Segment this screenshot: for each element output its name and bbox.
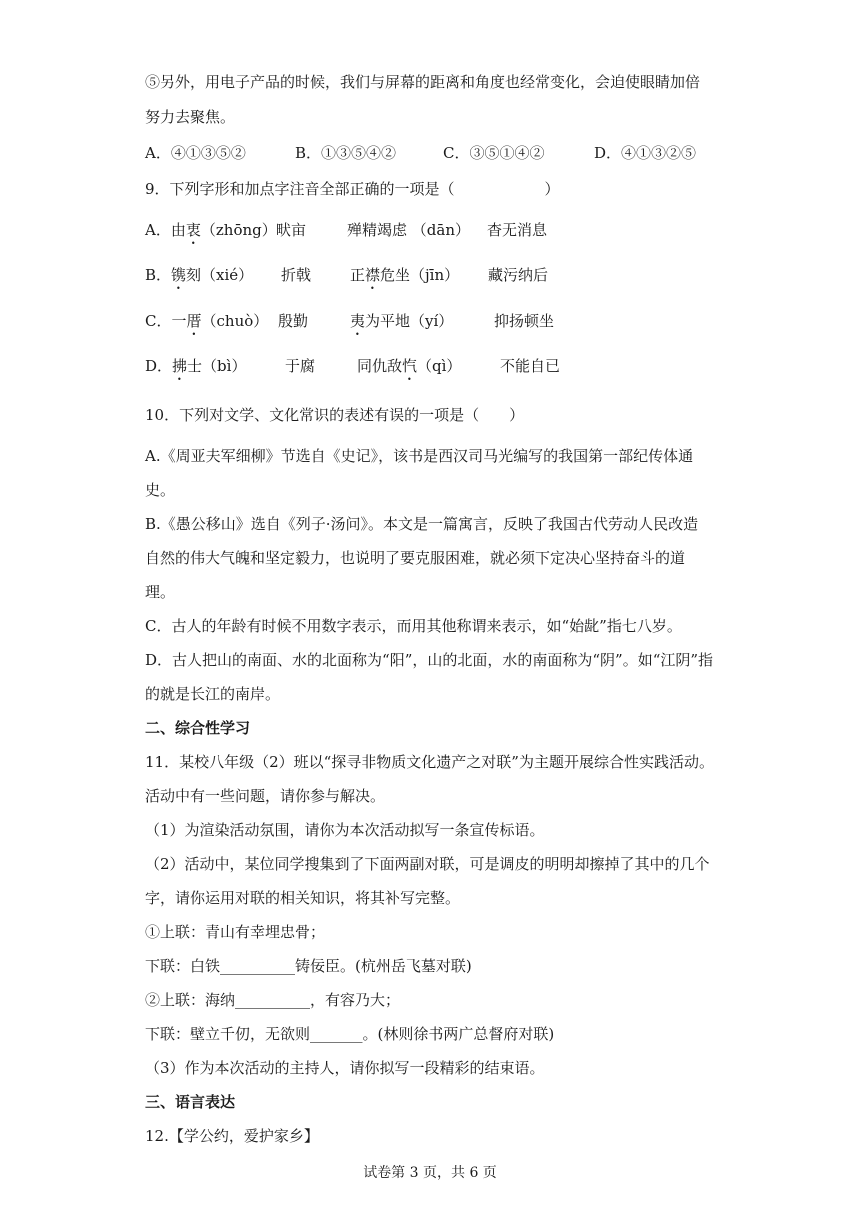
q8-option-c[interactable]: C．③⑤①④② [443,144,545,162]
q8-text-line2: 努力去聚焦。 [145,108,236,126]
q10-option-b-line2[interactable]: 自然的伟大气魄和坚定毅力，也说明了要克服困难，就必须下定决心坚持奋斗的道 [145,549,686,567]
couplet-2-upper[interactable]: ②上联：海纳__________，有容乃大； [145,991,401,1009]
section-heading-2: 二、综合性学习 [145,719,251,737]
q11-sub2-line2: 字，请你运用对联的相关知识，将其补写完整。 [145,889,461,907]
page-footer: 试卷第 3 页，共 6 页 [363,1165,497,1181]
option-word-3: 同仇敌忾（qì） [357,357,462,375]
q10-option-a-line1[interactable]: A.《周亚夫军细柳》节选自《史记》，该书是西汉司马光编写的我国第一部纪传体通 [145,447,694,465]
option-word-4: 不能自已 [500,357,561,375]
option-label: B．镌刻（xié） [145,266,254,284]
option-word-2: 折戟 [281,266,312,284]
q12-title: 12.【学公约，爱护家乡】 [145,1127,319,1145]
q11-text-line1: 11．某校八年级（2）班以“探寻非物质文化遗产之对联”为主题开展综合性实践活动。 [145,753,714,771]
q10-option-a-line2[interactable]: 史。 [145,481,176,499]
q10-option-d-line1[interactable]: D．古人把山的南面、水的北面称为“阳”，山的北面，水的南面称为“阴”。如“江阴”指 [145,651,714,669]
option-word-2: 于腐 [285,357,316,375]
q8-option-b[interactable]: B．①③⑤④② [295,144,397,162]
q11-sub2-line1: （2）活动中，某位同学搜集到了下面两副对联，可是调皮的明明却擦掉了其中的几个 [145,855,710,873]
option-word-2: 畎亩 [276,221,307,239]
section-heading-3: 三、语言表达 [145,1093,236,1111]
option-word-2: 殷勤 [278,312,309,330]
couplet-1-upper: ①上联：青山有幸埋忠骨； [145,923,326,941]
option-word-4: 藏污纳后 [488,266,549,284]
q10-option-b-line1[interactable]: B.《愚公移山》选自《列子·汤问》。本文是一篇寓言，反映了我国古代劳动人民改造 [145,515,699,533]
couplet-1-lower[interactable]: 下联：白铁__________铸佞臣。(杭州岳飞墓对联) [145,957,472,975]
option-word-4: 抑扬顿坐 [494,312,555,330]
option-label: A．由衷（zhōng） [145,221,277,239]
option-label: C．一厝（chuò） [145,312,269,330]
option-word-3: 殚精竭虑 （dān） [347,221,470,239]
option-word-3: 正襟危坐（jīn） [350,266,460,284]
q10-stem: 10．下列对文学、文化常识的表述有误的一项是（ ） [145,406,525,424]
q11-sub3: （3）作为本次活动的主持人，请你拟写一段精彩的结束语。 [145,1059,545,1077]
option-word-3: 夷为平地（yí） [350,312,454,330]
q8-text-line1: ⑤另外，用电子产品的时候，我们与屏幕的距离和角度也经常变化，会迫使眼睛加倍 [145,73,701,91]
q10-option-c[interactable]: C．古人的年龄有时候不用数字表示，而用其他称谓来表示，如“始龀”指七八岁。 [145,617,682,635]
option-word-4: 杳无消息 [487,221,548,239]
q10-option-d-line2[interactable]: 的就是长江的南岸。 [145,685,281,703]
q8-option-a[interactable]: A．④①③⑤② [145,144,246,162]
q9-stem: 9．下列字形和加点字注音全部正确的一项是（ ） [145,180,560,198]
q10-option-b-line3[interactable]: 理。 [145,583,176,601]
couplet-2-lower[interactable]: 下联：壁立千仞，无欲则_______。(林则徐书两广总督府对联) [145,1025,555,1043]
option-label: D．拂士（bì） [145,357,247,375]
q8-option-d[interactable]: D．④①③②⑤ [594,144,697,162]
q11-sub1: （1）为渲染活动氛围，请你为本次活动拟写一条宣传标语。 [145,821,545,839]
q11-text-line2: 活动中有一些问题，请你参与解决。 [145,787,386,805]
